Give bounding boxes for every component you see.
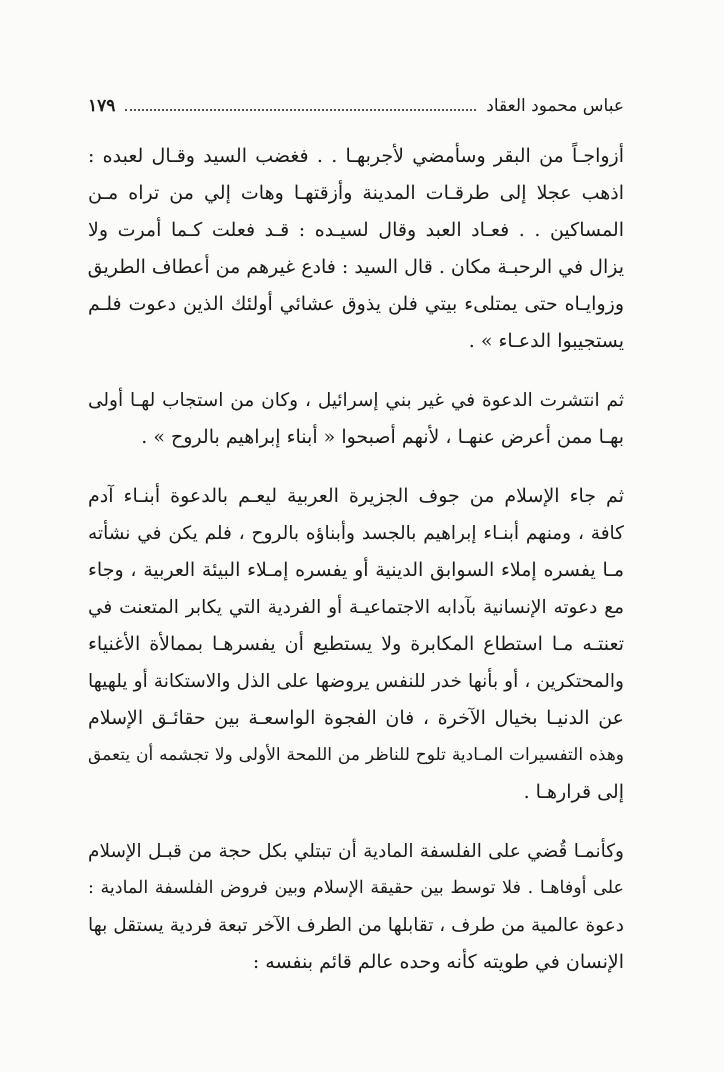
paragraph-3 xyxy=(88,478,624,811)
text-line: المساكين . . فعـاد العبد وقال لسيـده : قـد فعلت كـما أمرت ولا xyxy=(88,219,624,241)
text-line: دعوة عالمية من طرف ، تقابلها من الطرف الآخر تبعة فردية يستقل بها xyxy=(88,915,624,936)
text-line: وكأنمـا قُضي على الفلسفة المادية أن تبتلي بكل حجة من قبـل الإسلام xyxy=(88,841,624,862)
text-line: عن الدنيـا بخيال الآخرة ، فان الفجوة الواسعـة بين حقائـق الإسلام xyxy=(88,707,624,729)
text-line: على أوفاهـا . فلا توسط بين حقيقة الإسلام وبين فروض الفلسفة المادية : xyxy=(88,878,624,898)
text-line: وزوايـاه حتى يمتلىء بيتي فلن يذوق عشائي أولئك الذين دعوت فلـم xyxy=(88,293,624,315)
page-number: ١٧٩ xyxy=(88,96,116,116)
text-line: اذهب عجلا إلى طرقـات المدينة وأزقتهـا وهات إلي من تراه مـن xyxy=(88,182,624,204)
text-line: يزال في الرحبـة مكان . قال السيد : فادع غيرهم من أعطاف الطريق xyxy=(88,256,624,278)
text-line: ثم جاء الإسلام من جوف الجزيرة العربية ليعـم بالدعوة أبنـاء آدم xyxy=(88,485,624,507)
text-line: أزواجـاً من البقر وسأمضي لأجربهـا . . فغضب السيد وقـال لعبده : xyxy=(88,145,624,167)
text-line: بهـا ممن أعرض عنهـا ، لأنهم أصبحوا « أبناء إبراهيم بالروح » . xyxy=(141,426,624,448)
paragraph-2 xyxy=(88,382,624,456)
text-line: وهذه التفسيرات المـادية تلوح للناظر من اللمحة الأولى ولا تجشمه أن يتعمق xyxy=(88,745,624,765)
text-line: يستجيبوا الدعـاء » . xyxy=(468,330,624,352)
text-line: تعنتـه مـا استطاع المكابرة ولا يستطيع أن يفسرهـا بممالأة الأغنياء xyxy=(88,633,624,655)
text-line: كافة ، ومنهم أبنـاء إبراهيم بالجسد وأبناؤه بالروح ، فلم يكن في نشأته xyxy=(88,523,624,544)
text-line: مـا يفسره إملاء السوابق الدينية أو يفسره إمـلاء البيئة العربية ، وجاء xyxy=(88,559,624,581)
text-line: ثم انتشرت الدعوة في غير بني إسرائيل ، وكان من استجاب لهـا أولى xyxy=(88,390,624,411)
running-header-author: عباس محمود العقاد xyxy=(486,96,624,116)
paragraph-4 xyxy=(88,833,624,981)
text-line: إلى قرارهـا . xyxy=(523,781,624,803)
text-line: والمحتكرين ، أو بأنها خدر للنفس يروضها على الذل والاستكانة أو يلهيها xyxy=(88,671,624,692)
text-line: مع دعوته الإنسانية بآدابه الاجتماعيـة أو الفردية التي يكابر المتعنت في xyxy=(88,597,624,618)
leader-dots xyxy=(125,109,476,111)
paragraph-1 xyxy=(88,138,624,360)
text-line: الإنسان في طويته كأنه وحده عالم قائم بنفسه : xyxy=(252,951,624,973)
running-header xyxy=(88,96,624,116)
